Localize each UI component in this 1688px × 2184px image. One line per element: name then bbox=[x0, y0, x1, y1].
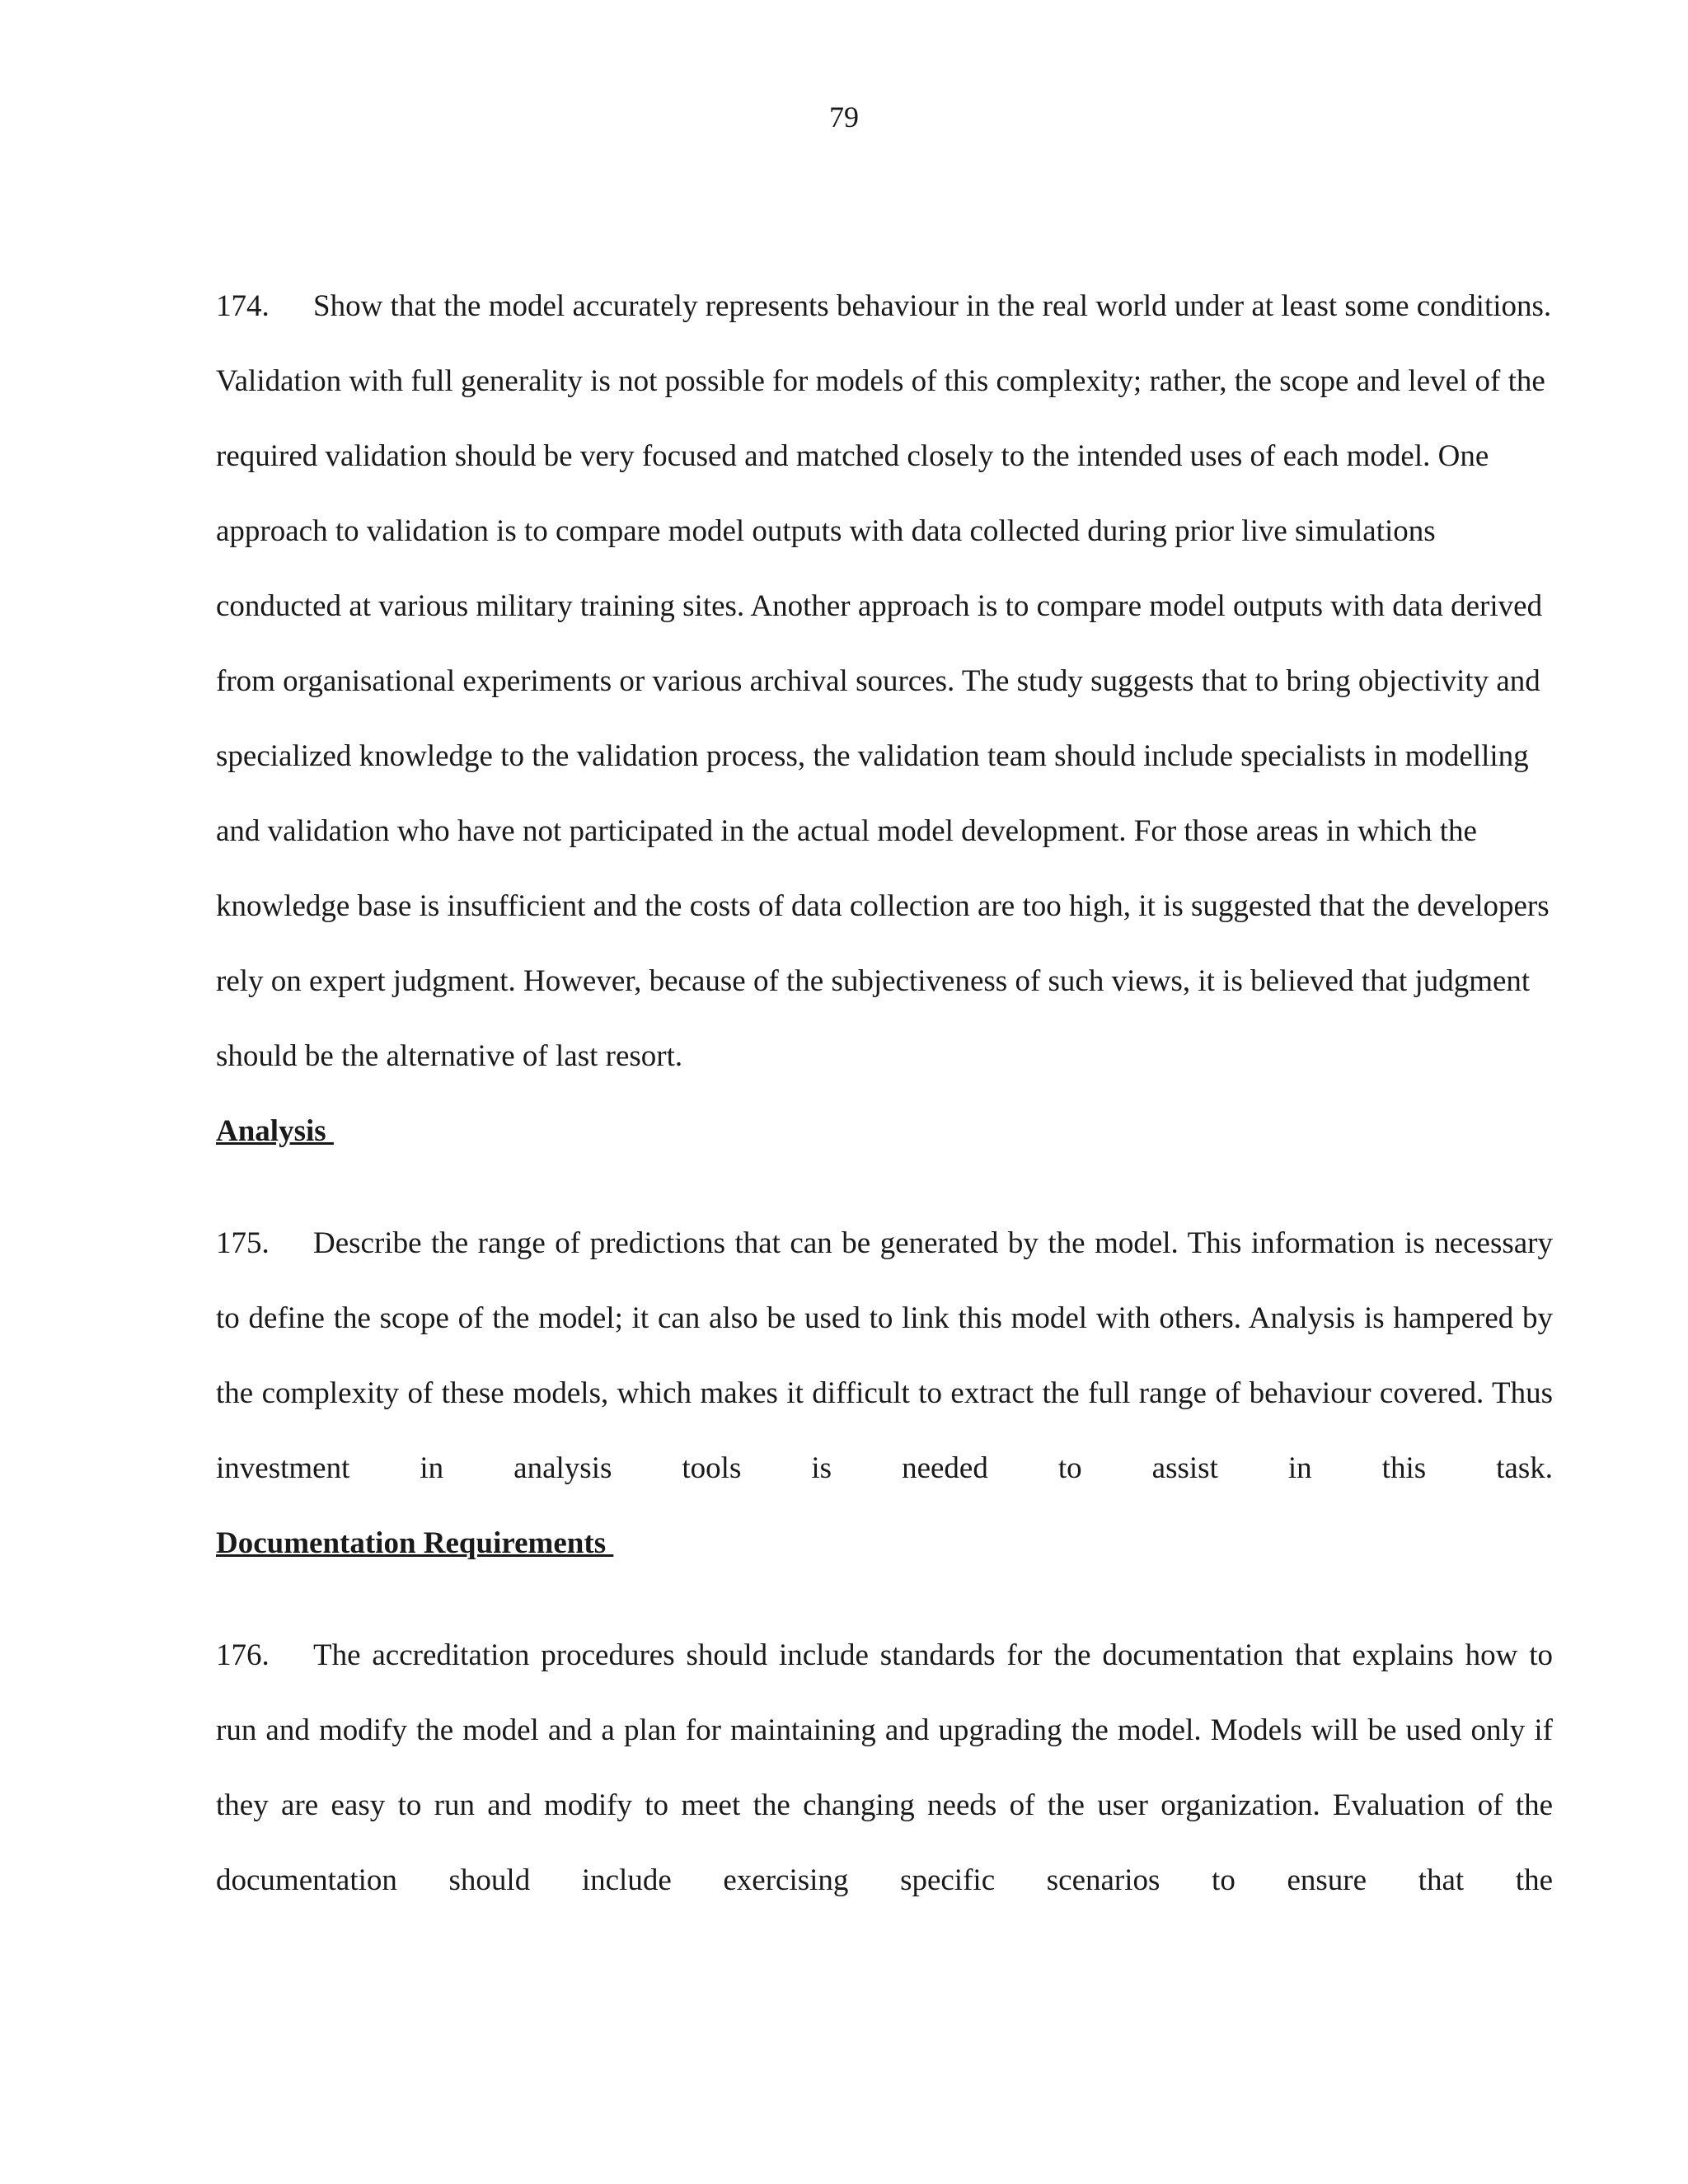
paragraph-number: 174. bbox=[216, 289, 270, 323]
section-heading-documentation-requirements: Documentation Requirements bbox=[216, 1526, 614, 1560]
paragraph-number: 176. bbox=[216, 1638, 270, 1672]
page-body bbox=[216, 269, 1553, 1918]
paragraph-text: Show that the model accurately represents behaviour in the real world under at least some conditions. Validation with full generality is not possible for models of this complexity; rather, the scope and level of the required validation should be very focused and matched closely to the intended uses of each model. One approach to validation is to compare model outputs with data collected during prior live simulations conducted at various military training sites. Another approach is to compare model outputs with data derived from organisational experiments or various archival sources. The study suggests that to bring objectivity and specialized knowledge to the validation process, the validation team should include specialists in modelling and validation who have not participated in the actual model development. For those areas in which the knowledge base is insufficient and the costs of data collection are too high, it is suggested that the developers rely on expert judgment. However, because of the subjectiveness of such views, it is believed that judgment should be the alternative of last resort. bbox=[216, 289, 1552, 1073]
spacer bbox=[216, 1169, 1553, 1206]
paragraph-number: 175. bbox=[216, 1226, 270, 1260]
paragraph-175 bbox=[216, 1206, 1553, 1506]
spacer bbox=[216, 1581, 1553, 1618]
page-number: 79 bbox=[829, 101, 859, 134]
paragraph-174 bbox=[216, 269, 1553, 1094]
paragraph-176 bbox=[216, 1618, 1553, 1918]
section-heading-analysis: Analysis bbox=[216, 1114, 334, 1148]
paragraph-text: The accreditation procedures should include standards for the documentation that explains how to run and modify the model and a plan for maintaining and upgrading the model. Models will be used only if they are easy to run and modify to meet the changing needs of the user organization. Evaluation of the documentation should include exercising specific scenarios to ensure that the bbox=[216, 1638, 1553, 1897]
paragraph-text: Describe the range of predictions that can be generated by the model. This information is necessary to define the scope of the model; it can also be used to link this model with others. Analysis is hampered by the complexity of these models, which makes it difficult to extract the full range of behaviour covered. Thus investment in analysis tools is needed to assist in this task. bbox=[216, 1226, 1553, 1485]
